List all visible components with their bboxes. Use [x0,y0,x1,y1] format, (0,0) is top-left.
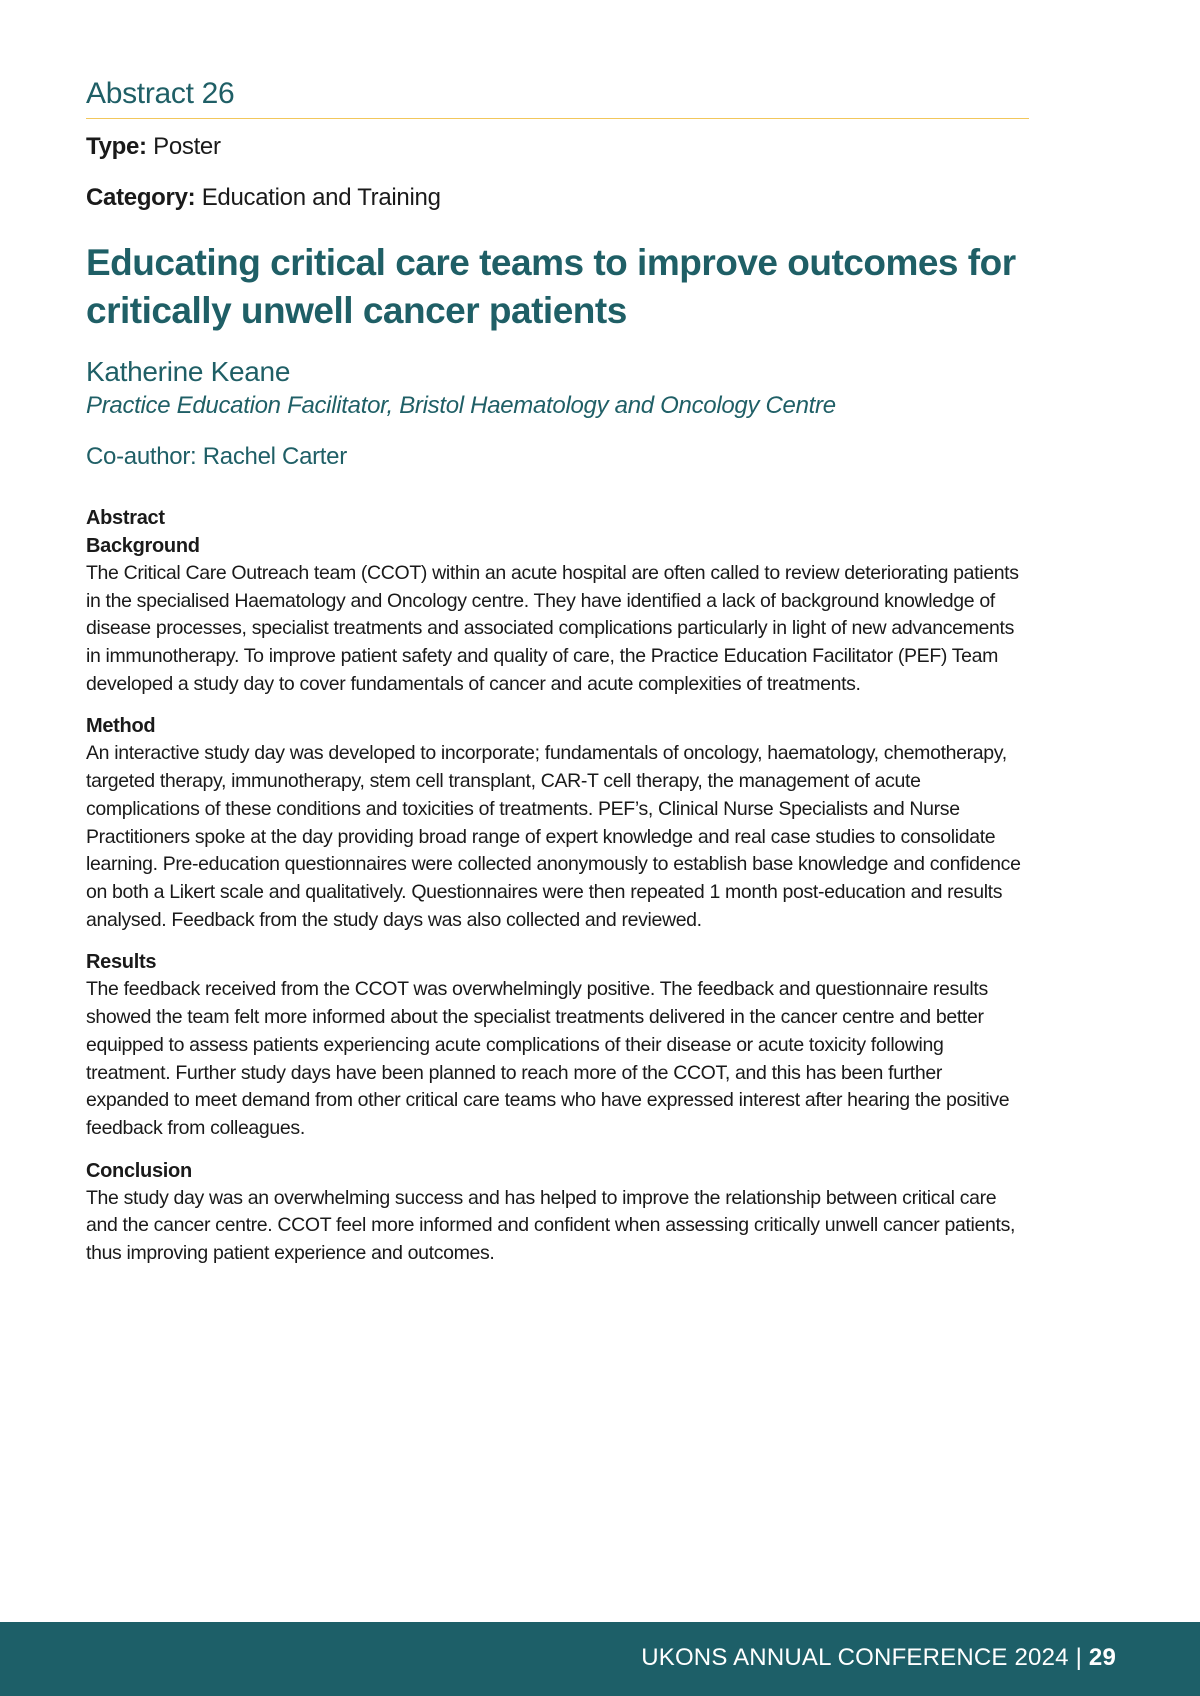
section-text: The Critical Care Outreach team (CCOT) within an acute hospital are often called to review deteriorating patients in the specialised Haematology and Oncology centre. They have identified a lack of background knowledge of disease processes, specialist treatments and associated complications particularly in light of new advancements in immunotherapy. To improve patient safety and quality of care, the Practice Education Facilitator (PEF) Team developed a study day to cover fundamentals of cancer and acute complexities of treatments. [86,561,1019,695]
section-conclusion [86,1157,1029,1268]
type-line [86,133,1029,162]
category-line [86,184,1029,213]
section-text: An interactive study day was developed to incorporate; fundamentals of oncology, haematology, chemotherapy, targeted therapy, immunotherapy, stem cell transplant, CAR-T cell therapy, the management of acute complications of these conditions and toxicities of treatments. PEF’s, Clinical Nurse Specialists and Nurse Practitioners spoke at the day providing broad range of expert knowledge and real case studies to consolidate learning. Pre-education questionnaires were collected anonymously to establish base knowledge and confidence on both a Likert scale and qualitatively. Questionnaires were then repeated 1 month post-education and results analysed. Feedback from the study days was also collected and reviewed. [86,742,1021,931]
footer-separator: | [1075,1644,1083,1671]
author-affiliation: Practice Education Facilitator, Bristol Haematology and Oncology Centre [86,392,836,420]
section-results [86,948,1029,1142]
abstract-page [86,76,1029,1268]
type-value: Poster [153,133,221,160]
author-name: Katherine Keane [86,355,291,387]
abstract-heading: Abstract [86,506,165,529]
abstract-title: Educating critical care teams to improve outcomes for critically unwell cancer patients [86,241,1016,331]
footer-text [641,1644,1116,1672]
section-heading: Conclusion [86,1159,192,1182]
page-footer [0,1622,1200,1696]
category-value: Education and Training [201,183,441,211]
section-text: The feedback received from the CCOT was overwhelmingly positive. The feedback and questionnaire results showed the team felt more informed about the specialist treatments delivered in the cancer centre and better equipped to assess patients experiencing acute complications of their disease or acute toxicity following treatment. Further study days have been planned to reach more of the CCOT, and this has been further expanded to meet demand from other critical care teams who have expressed interest after hearing the positive feedback from colleagues. [86,978,1010,1139]
section-heading: Background [86,534,200,557]
section-background [86,532,1029,699]
abstract-number: Abstract 26 [86,76,1029,119]
section-text: The study day was an overwhelming success and has helped to improve the relationship between critical care and the cancer centre. CCOT feel more informed and confident when assessing critically unwell cancer patients, thus improving patient experience and outcomes. [86,1186,1016,1265]
page-number: 29 [1088,1644,1116,1671]
conference-name: UKONS ANNUAL CONFERENCE 2024 [641,1644,1069,1671]
section-method [86,712,1029,934]
coauthor: Co-author: Rachel Carter [86,443,347,471]
type-label: Type: [86,133,147,160]
section-heading: Results [86,951,157,974]
category-label: Category: [86,183,196,211]
abstract-body [86,504,1029,1268]
section-heading: Method [86,715,156,738]
